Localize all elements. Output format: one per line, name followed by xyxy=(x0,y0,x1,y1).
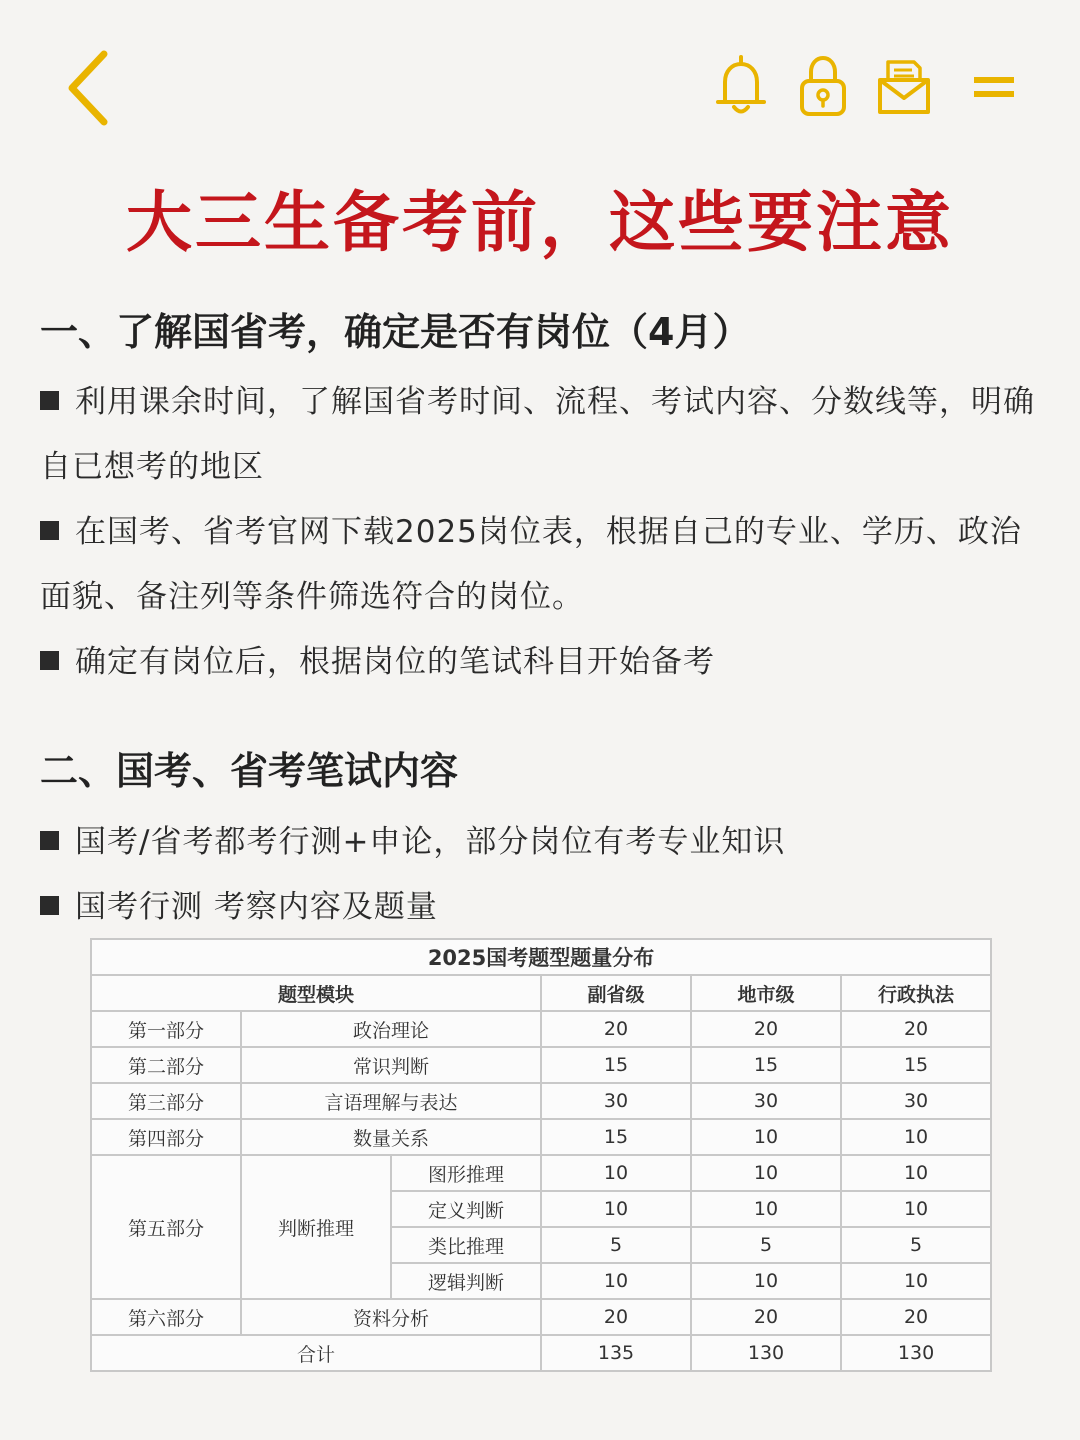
table-header-cell: 行政执法 xyxy=(841,975,991,1011)
table-cell-value: 130 xyxy=(691,1335,841,1371)
table-cell-module: 政治理论 xyxy=(241,1011,541,1047)
table-cell-value: 10 xyxy=(841,1263,991,1299)
table-cell-value: 10 xyxy=(841,1119,991,1155)
table-cell-value: 10 xyxy=(691,1119,841,1155)
table-row xyxy=(91,1011,991,1047)
table-cell-value: 15 xyxy=(541,1047,691,1083)
section2-item-1-text: 国考/省考都考行测+申论，部分岗位有考专业知识 xyxy=(75,824,786,860)
table-cell-value: 10 xyxy=(541,1263,691,1299)
table-header-cell: 地市级 xyxy=(691,975,841,1011)
table-cell-value: 10 xyxy=(691,1191,841,1227)
table-cell-value: 10 xyxy=(691,1263,841,1299)
table-cell-value: 10 xyxy=(841,1155,991,1191)
table-cell-value: 30 xyxy=(841,1083,991,1119)
table-cell-part: 第五部分 xyxy=(91,1155,241,1299)
table-cell-module: 常识判断 xyxy=(241,1047,541,1083)
page-title: 大三生备考前，这些要注意 xyxy=(126,184,954,261)
bullet-square-icon xyxy=(40,831,59,850)
section2-item-1 xyxy=(40,810,1050,875)
table-cell-value: 10 xyxy=(841,1191,991,1227)
table-cell-module: 言语理解与表达 xyxy=(241,1083,541,1119)
table-caption-row xyxy=(91,939,991,975)
bell-icon[interactable] xyxy=(713,54,769,118)
table-cell-part: 第三部分 xyxy=(91,1083,241,1119)
section-heading-2: 二、国考、省考笔试内容 xyxy=(40,749,459,793)
table-cell-value: 15 xyxy=(691,1047,841,1083)
table-cell-part: 第四部分 xyxy=(91,1119,241,1155)
back-arrow-icon[interactable] xyxy=(60,48,120,128)
bullet-square-icon xyxy=(40,391,59,410)
table-header-row xyxy=(91,975,991,1011)
section-heading-1: 一、了解国省考，确定是否有岗位（4月） xyxy=(40,310,751,354)
table-cell-value: 20 xyxy=(841,1011,991,1047)
table-cell-submodule: 类比推理 xyxy=(391,1227,541,1263)
table-cell-module: 数量关系 xyxy=(241,1119,541,1155)
section1-item-3 xyxy=(40,630,1050,695)
table-cell-module: 判断推理 xyxy=(241,1155,391,1299)
table-cell-value: 20 xyxy=(691,1011,841,1047)
bullet-square-icon xyxy=(40,896,59,915)
table-row xyxy=(91,1155,991,1191)
table-cell-value: 15 xyxy=(841,1047,991,1083)
table-cell-submodule: 逻辑判断 xyxy=(391,1263,541,1299)
table-cell-submodule: 定义判断 xyxy=(391,1191,541,1227)
table-header-cell: 副省级 xyxy=(541,975,691,1011)
table-cell-submodule: 图形推理 xyxy=(391,1155,541,1191)
table-cell-value: 20 xyxy=(541,1299,691,1335)
table-cell-value: 5 xyxy=(841,1227,991,1263)
top-bar xyxy=(0,0,1080,150)
section1-item-3-text: 确定有岗位后，根据岗位的笔试科目开始备考 xyxy=(75,644,715,680)
table-cell-part: 第一部分 xyxy=(91,1011,241,1047)
mail-icon[interactable] xyxy=(876,54,932,118)
table-total-row xyxy=(91,1335,991,1371)
lock-icon[interactable] xyxy=(795,54,851,118)
section2-item-2-text: 国考行测 考察内容及题量 xyxy=(75,889,438,925)
question-distribution-table-wrapper xyxy=(90,938,990,1372)
table-cell-total-label: 合计 xyxy=(91,1335,541,1371)
table-cell-value: 5 xyxy=(541,1227,691,1263)
table-cell-value: 10 xyxy=(541,1191,691,1227)
section1-item-2-text: 在国考、省考官网下载2025岗位表，根据自己的专业、学历、政治面貌、备注列等条件筛选符合的岗位。 xyxy=(40,514,1022,615)
table-caption: 2025国考题型题量分布 xyxy=(91,939,991,975)
table-row xyxy=(91,1119,991,1155)
table-cell-value: 30 xyxy=(541,1083,691,1119)
bullet-square-icon xyxy=(40,651,59,670)
table-row xyxy=(91,1047,991,1083)
section1-item-2 xyxy=(40,500,1050,630)
section1-item-1-text: 利用课余时间，了解国省考时间、流程、考试内容、分数线等，明确自已想考的地区 xyxy=(40,384,1035,485)
bullet-square-icon xyxy=(40,521,59,540)
section1-item-1 xyxy=(40,370,1050,500)
table-cell-module: 资料分析 xyxy=(241,1299,541,1335)
table-header-cell: 题型模块 xyxy=(91,975,541,1011)
table-cell-value: 5 xyxy=(691,1227,841,1263)
question-distribution-table xyxy=(90,938,992,1372)
menu-icon[interactable] xyxy=(966,54,1022,118)
table-row xyxy=(91,1299,991,1335)
section2-item-2 xyxy=(40,875,1050,940)
table-cell-value: 10 xyxy=(691,1155,841,1191)
table-cell-value: 130 xyxy=(841,1335,991,1371)
table-cell-part: 第二部分 xyxy=(91,1047,241,1083)
table-cell-value: 20 xyxy=(841,1299,991,1335)
table-cell-value: 20 xyxy=(541,1011,691,1047)
table-cell-value: 20 xyxy=(691,1299,841,1335)
table-cell-value: 135 xyxy=(541,1335,691,1371)
table-cell-part: 第六部分 xyxy=(91,1299,241,1335)
table-cell-value: 30 xyxy=(691,1083,841,1119)
table-cell-value: 10 xyxy=(541,1155,691,1191)
table-row xyxy=(91,1083,991,1119)
table-cell-value: 15 xyxy=(541,1119,691,1155)
